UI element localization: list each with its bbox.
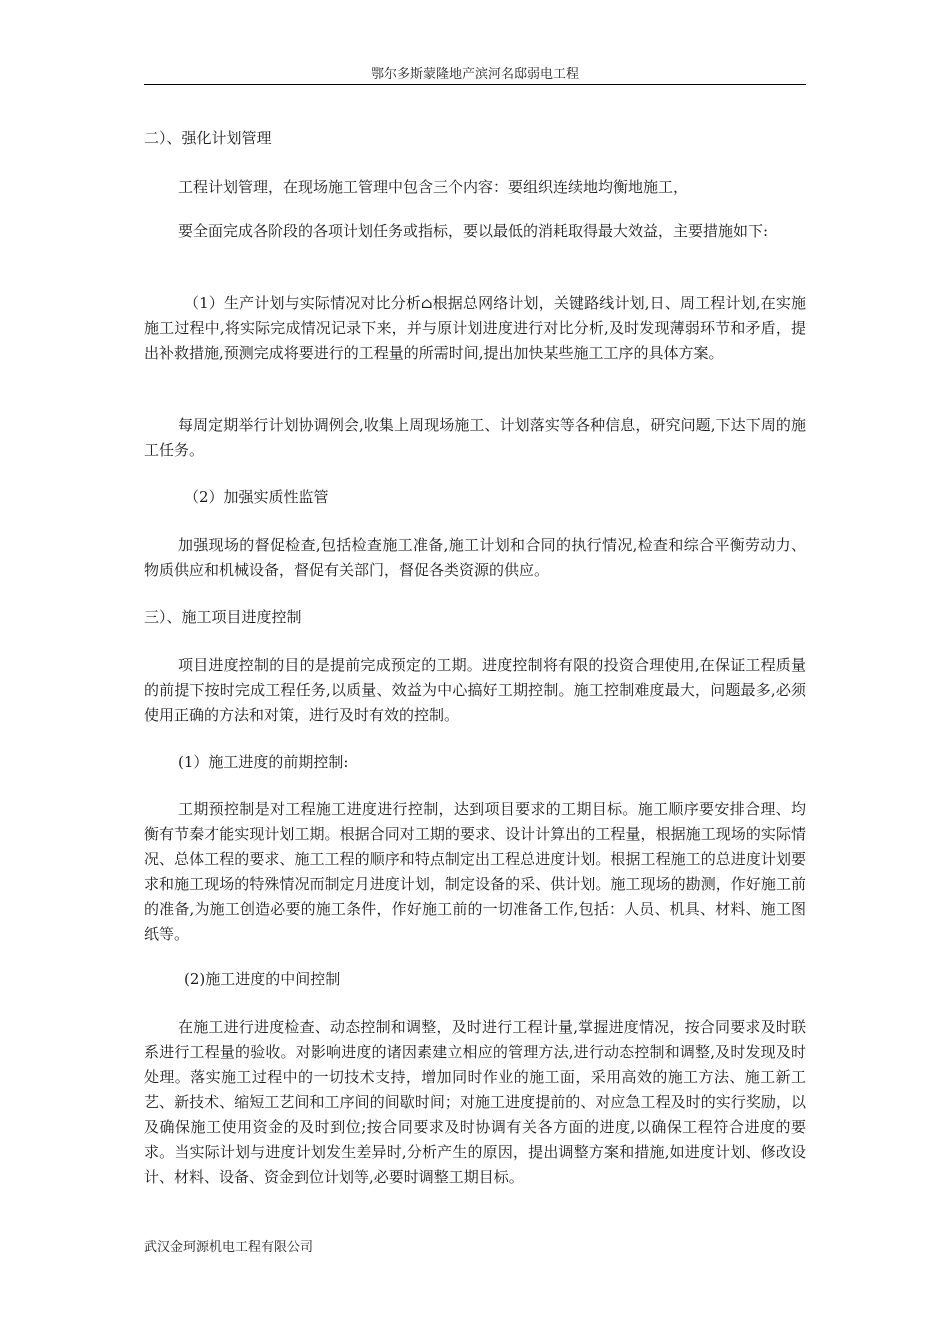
- subheading-mid-control: (2)施工进度的中间控制: [184, 970, 341, 988]
- paragraph-plan-intro: 工程计划管理，在现场施工管理中包含三个内容：要组织连续地均衡地施工，: [178, 178, 689, 196]
- paragraph-mid-control: 在施工进行进度检查、动态控制和调整，及时进行工程计量,掌握进度情况，按合同要求及时联系进行工程量的验收。对影响进度的诸因素建立相应的管理方法,进行动态控制和调整,及时发现及时处理。落实施工过程中的一切技术支持，增加同时作业的施工面，采用高效的施工方法、施工新工艺、新技术、缩短工艺间和工序间的间歇时间；对施工进度提前的、对应急工程及时的实行奖励，以及确保施工使用资金的及时到位;按合同要求及时协调有关各方面的进度,以确保工程符合进度的要求。当实际计划与进度计划发生差异时,分析产生的原因，提出调整方案和措施,如进度计划、修改设计、材料、设备、资金到位计划等,必要时调整工期目标。: [144, 1018, 806, 1186]
- section-heading-plan-management: 二）、强化计划管理: [144, 129, 272, 147]
- page-header-title: 鄂尔多斯蒙隆地产滨河名邸弱电工程: [370, 67, 579, 82]
- page-footer-company: 武汉金珂源机电工程有限公司: [144, 1240, 314, 1255]
- paragraph-plan-goals: 要全面完成各阶段的各项计划任务或指标，要以最低的消耗取得最大效益，主要措施如下:: [178, 222, 769, 240]
- section-heading-progress-control: 三）、施工项目进度控制: [144, 608, 302, 626]
- paragraph-early-control: 工期预控制是对工程施工进度进行控制，达到项目要求的工期目标。施工顺序要安排合理、均衡有节秦才能实现计划工期。根据合同对工期的要求、设计计算出的工程量，根据施工现场的实际情况、总体工程的要求、施工工程的顺序和特点制定出工程总进度计划。根据工程施工的总进度计划要求和施工现场的特殊情况而制定月进度计划，制定设备的采、供计划。施工现场的勘测，作好施工前的准备,为施工创造必要的施工条件，作好施工前的一切准备工作,包括：人员、机具、材料、施工图纸等。: [144, 800, 806, 943]
- subheading-supervision: （2）加强实质性监管: [184, 488, 329, 506]
- paragraph-progress-purpose: 项目进度控制的目的是提前完成预定的工期。进度控制将有限的投资合理使用,在保证工程质量的前提下按时完成工程任务,以质量、效益为中心搞好工期控制。施工控制难度最大，问题最多,必须使用正确的方法和对策，进行及时有效的控制。: [144, 656, 806, 724]
- header-divider: [144, 84, 806, 85]
- paragraph-weekly-meeting: 每周定期举行计划协调例会,收集上周现场施工、计划落实等各种信息，研究问题,下达下周的施工任务。: [144, 416, 806, 459]
- paragraph-supervision: 加强现场的督促检查,包括检查施工准备,施工计划和合同的执行情况,检查和综合平衡劳动力、物质供应和机械设备，督促有关部门，督促各类资源的供应。: [144, 536, 806, 579]
- subheading-early-control: (1）施工进度的前期控制:: [178, 753, 349, 771]
- paragraph-plan-comparison: （1）生产计划与实际情况对比分析⌂根据总网络计划，关键路线计划,日、周工程计划,在实施施工过程中,将实际完成情况记录下来，并与原计划进度进行对比分析,及时发现薄弱环节和矛盾，提出补救措施,预测完成将要进行的工程量的所需时间,提出加快某些施工工序的具体方案。: [144, 294, 806, 362]
